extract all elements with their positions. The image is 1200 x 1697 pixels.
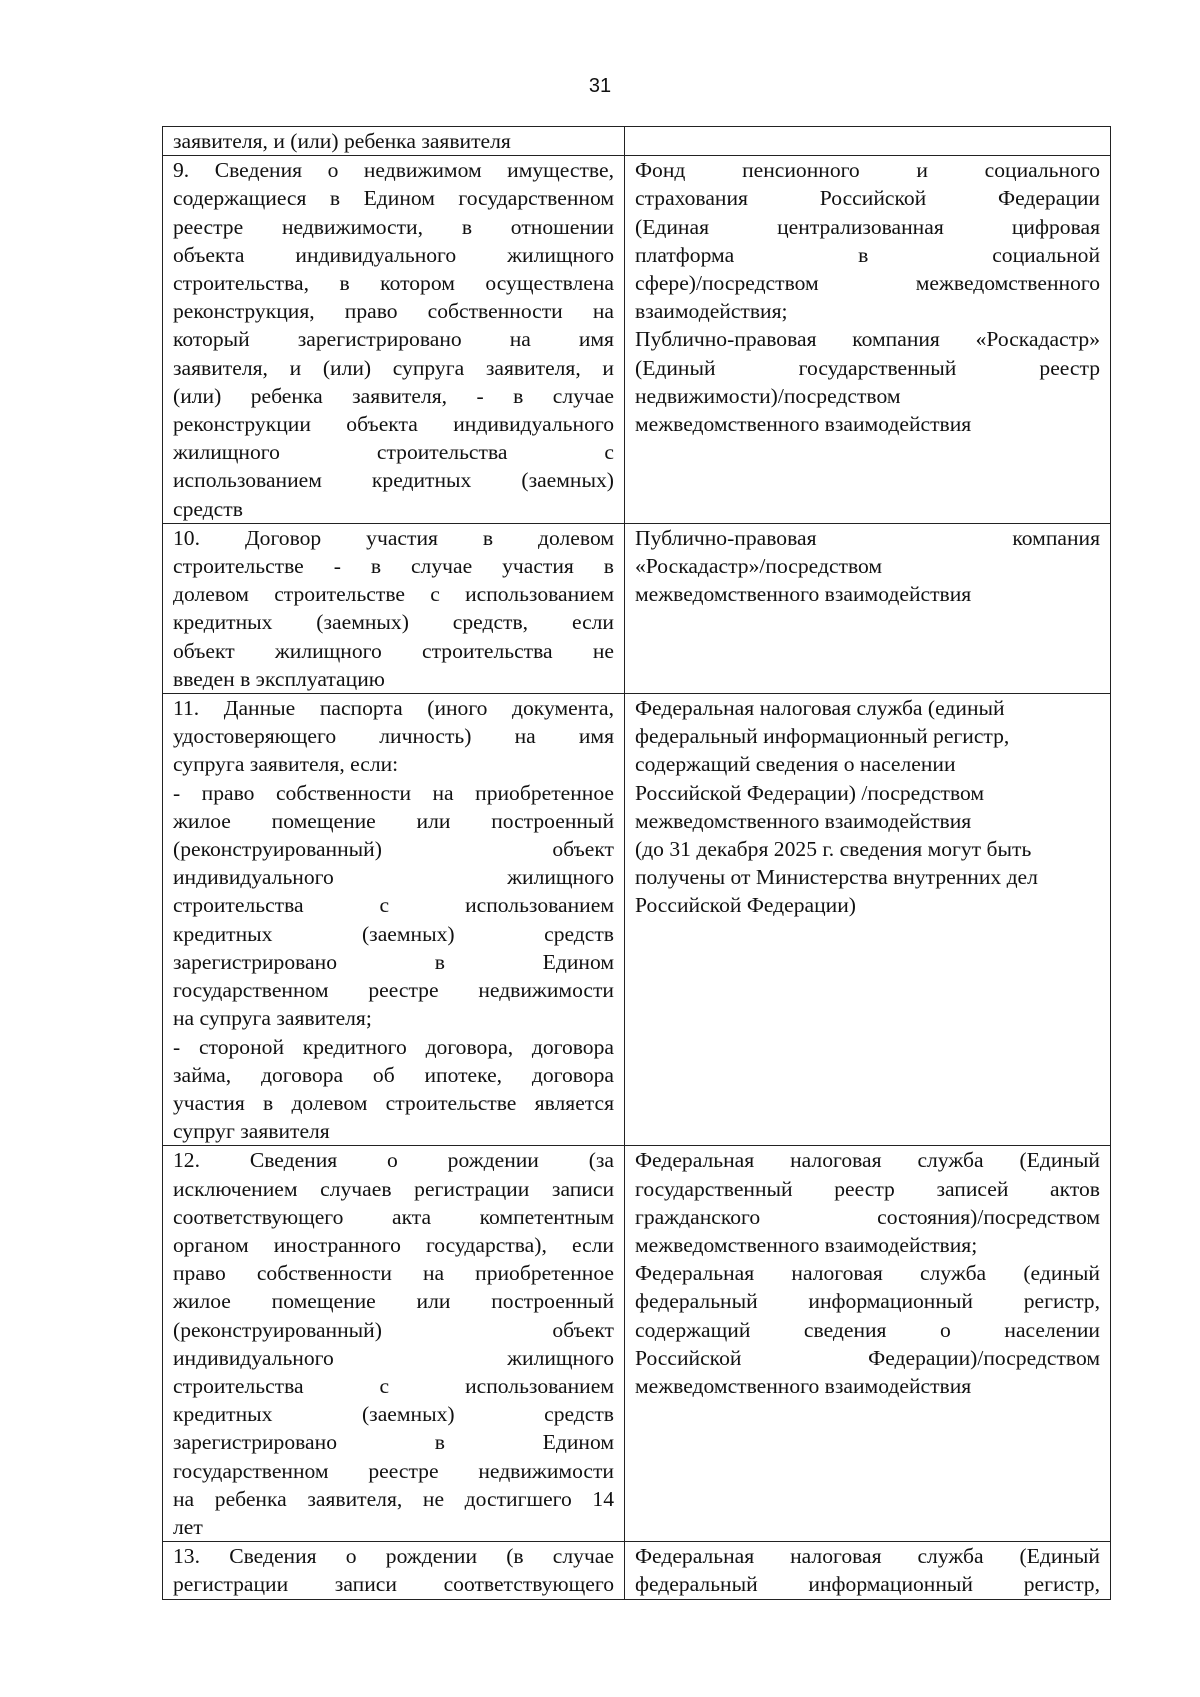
info-item-line: строительства, в котором осуществлена <box>173 271 614 296</box>
info-item-line: реестре недвижимости, в отношении <box>173 214 614 239</box>
info-item-line: строительства с использованием <box>173 1373 614 1398</box>
source-agency-line: платформа в социальной <box>635 242 1100 267</box>
info-item-line: реконструкции объекта индивидуального <box>173 412 614 437</box>
source-agency-line: межведомственного взаимодействия <box>635 808 972 833</box>
requirements-table <box>162 126 1111 1600</box>
info-item-line: зарегистрировано в Едином <box>173 949 614 974</box>
source-agency-line: Публично-правовая компания <box>635 525 1100 550</box>
info-item-line: исключением случаев регистрации записи <box>173 1176 614 1201</box>
info-item-line: жилое помещение или построенный <box>173 1289 614 1314</box>
source-agency-cell <box>625 694 1111 1146</box>
page-number: 31 <box>588 75 612 97</box>
source-agency-line: Публично-правовая компания «Роскадастр» <box>635 327 1100 352</box>
info-item-line: право собственности на приобретенное <box>173 1261 614 1286</box>
table-row <box>163 127 1111 156</box>
source-agency-line: Российской Федерации) <box>635 893 856 918</box>
info-item-line: зарегистрировано в Едином <box>173 1430 614 1455</box>
source-agency-line: взаимодействия; <box>635 299 788 324</box>
source-agency-line: «Роскадастр»/посредством <box>635 554 883 579</box>
info-item-line: объекта индивидуального жилищного <box>173 242 614 267</box>
info-item-line: кредитных (заемных) средств <box>173 1402 614 1427</box>
info-item-line: (реконструированный) объект <box>173 837 614 862</box>
source-agency-line: государственный реестр записей актов <box>635 1176 1100 1201</box>
info-item-line: на ребенка заявителя, не достигшего 14 <box>173 1486 614 1511</box>
info-item-line: (или) ребенка заявителя, - в случае <box>173 383 614 408</box>
source-agency-line: Российской Федерации) /посредством <box>635 780 985 805</box>
info-item-line: заявителя, и (или) супруга заявителя, и <box>173 355 614 380</box>
source-agency-cell <box>625 523 1111 693</box>
info-item-line: строительстве - в случае участия в <box>173 554 614 579</box>
table-row <box>163 694 1111 1146</box>
source-agency-cell <box>625 1146 1111 1542</box>
source-agency-line: (Единый государственный реестр <box>635 355 1100 380</box>
info-item-line: строительства с использованием <box>173 893 614 918</box>
info-item-line: индивидуального жилищного <box>173 1345 614 1370</box>
info-item-line: - право собственности на приобретенное <box>173 780 614 805</box>
source-agency-line: содержащий сведения о населении <box>635 1317 1100 1342</box>
source-agency-line: Федеральная налоговая служба (единый <box>635 696 1005 721</box>
source-agency-line: гражданского состояния)/посредством <box>635 1204 1100 1229</box>
info-item-line: 9. Сведения о недвижимом имуществе, <box>173 158 614 183</box>
info-item-line: органом иностранного государства), если <box>173 1232 614 1257</box>
source-agency-line: Федеральная налоговая служба (единый <box>635 1261 1100 1286</box>
info-item-line: 11. Данные паспорта (иного документа, <box>173 696 614 721</box>
info-item-line: введен в эксплуатацию <box>173 666 385 691</box>
info-item-line: регистрации записи соответствующего <box>173 1572 614 1597</box>
info-item-line: жилищного строительства с <box>173 440 614 465</box>
info-item-cell <box>163 127 625 156</box>
info-item-line: использованием кредитных (заемных) <box>173 468 614 493</box>
info-item-line: индивидуального жилищного <box>173 865 614 890</box>
info-item-line: кредитных (заемных) средств <box>173 921 614 946</box>
source-agency-line: получены от Министерства внутренних дел <box>635 865 1038 890</box>
source-agency-line: Федеральная налоговая служба (Единый <box>635 1544 1100 1569</box>
info-item-line: на супруга заявителя; <box>173 1006 372 1031</box>
info-item-line: объект жилищного строительства не <box>173 638 614 663</box>
info-item-cell <box>163 156 625 524</box>
info-item-cell <box>163 694 625 1146</box>
info-item-line: - стороной кредитного договора, договора <box>173 1034 614 1059</box>
info-item-line: 13. Сведения о рождении (в случае <box>173 1544 614 1569</box>
source-agency-line: федеральный информационный регистр, <box>635 1289 1100 1314</box>
table-row <box>163 1542 1111 1599</box>
info-item-cell <box>163 1146 625 1542</box>
table-row <box>163 523 1111 693</box>
table-body <box>163 127 1111 1600</box>
source-agency-line: межведомственного взаимодействия <box>635 412 972 437</box>
source-agency-line: сфере)/посредством межведомственного <box>635 271 1100 296</box>
info-item-line: участия в долевом строительстве является <box>173 1090 614 1115</box>
source-agency-line: содержащий сведения о населении <box>635 752 956 777</box>
info-item-line: лет <box>173 1514 203 1539</box>
info-item-line: долевом строительстве с использованием <box>173 582 614 607</box>
source-agency-cell <box>625 156 1111 524</box>
info-item-line: удостоверяющего личность) на имя <box>173 724 614 749</box>
info-item-cell <box>163 523 625 693</box>
info-item-line: кредитных (заемных) средств, если <box>173 610 614 635</box>
info-item-line: реконструкция, право собственности на <box>173 299 614 324</box>
info-item-line: займа, договора об ипотеке, договора <box>173 1062 614 1087</box>
info-item-line: супруга заявителя, если: <box>173 752 399 777</box>
source-agency-line: Федеральная налоговая служба (Единый <box>635 1148 1100 1173</box>
info-item-line: 12. Сведения о рождении (за <box>173 1148 614 1173</box>
source-agency-line: Фонд пенсионного и социального <box>635 158 1100 183</box>
info-item-line: (реконструированный) объект <box>173 1317 614 1342</box>
info-item-line: 10. Договор участия в долевом <box>173 525 614 550</box>
info-item-line: заявителя, и (или) ребенка заявителя <box>173 129 511 153</box>
source-agency-line: федеральный информационный регистр, <box>635 724 1010 749</box>
source-agency-cell <box>625 127 1111 156</box>
info-item-line: содержащиеся в Едином государственном <box>173 186 614 211</box>
source-agency-line: межведомственного взаимодействия <box>635 582 972 607</box>
source-agency-line: (до 31 декабря 2025 г. сведения могут быть <box>635 837 1032 862</box>
info-item-line: супруг заявителя <box>173 1119 330 1144</box>
source-agency-line: федеральный информационный регистр, <box>635 1572 1100 1597</box>
info-item-cell <box>163 1542 625 1599</box>
info-item-line: государственном реестре недвижимости <box>173 978 614 1003</box>
table-row <box>163 1146 1111 1542</box>
source-agency-cell <box>625 1542 1111 1599</box>
source-agency-line: недвижимости)/посредством <box>635 383 901 408</box>
source-agency-line: межведомственного взаимодействия; <box>635 1232 978 1257</box>
info-item-line: государственном реестре недвижимости <box>173 1458 614 1483</box>
table-row <box>163 156 1111 524</box>
info-item-line: средств <box>173 496 243 521</box>
info-item-line: соответствующего акта компетентным <box>173 1204 614 1229</box>
source-agency-line: Российской Федерации)/посредством <box>635 1345 1100 1370</box>
info-item-line: который зарегистрировано на имя <box>173 327 614 352</box>
source-agency-line: (Единая централизованная цифровая <box>635 214 1100 239</box>
info-item-line: жилое помещение или построенный <box>173 808 614 833</box>
source-agency-line: межведомственного взаимодействия <box>635 1373 972 1398</box>
source-agency-line: страхования Российской Федерации <box>635 186 1100 211</box>
